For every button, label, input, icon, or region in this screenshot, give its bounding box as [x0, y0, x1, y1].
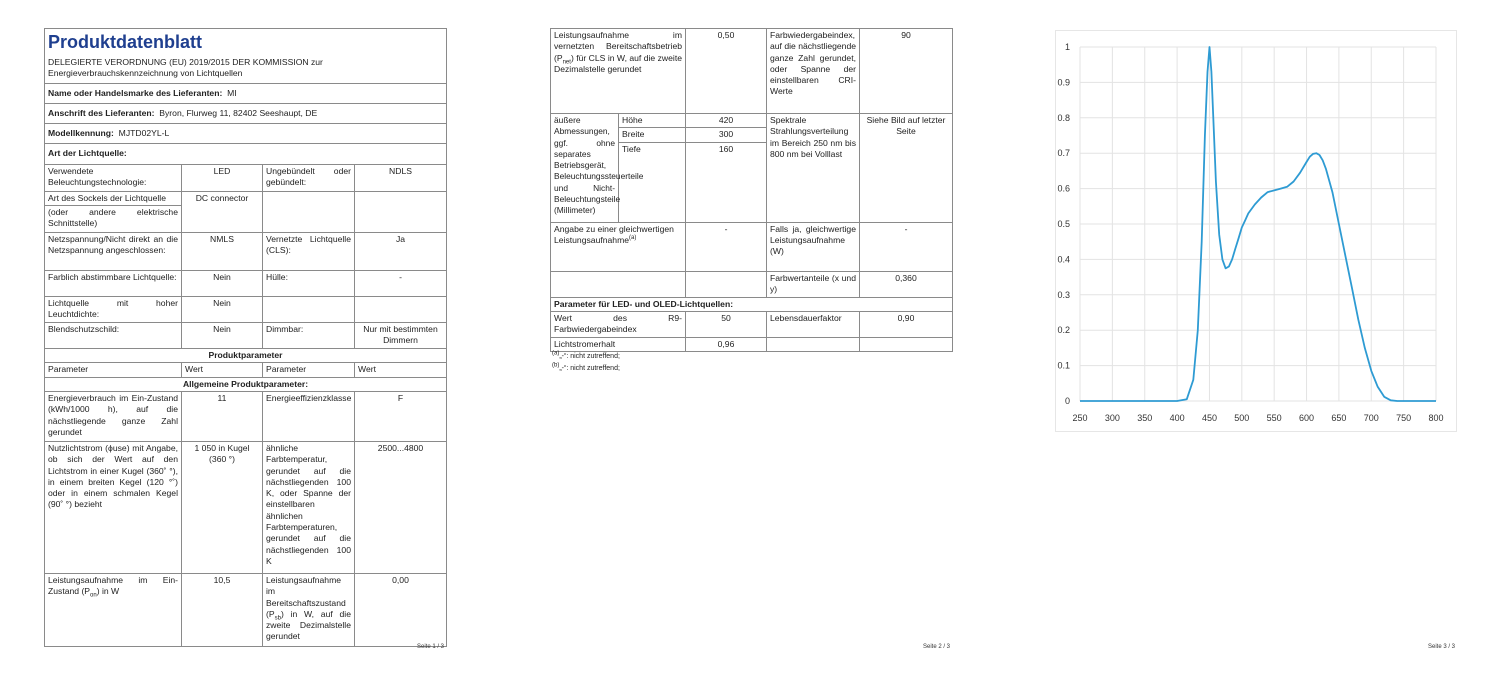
table-row — [45, 191, 447, 205]
row-label: Blendschutzschild: — [45, 323, 182, 349]
supplier-address-value: Byron, Flurweg 11, 82402 Seeshaupt, DE — [159, 107, 318, 118]
spectral-distribution-value: Siehe Bild auf letzter Seite — [860, 114, 953, 223]
height-label: Höhe — [619, 114, 686, 128]
col-header-param: Parameter — [45, 363, 182, 377]
chart-frame — [1056, 31, 1457, 432]
empty-cell — [686, 271, 767, 297]
width-label: Breite — [619, 128, 686, 142]
y-tick-label: 0.3 — [1057, 289, 1070, 300]
table-row — [551, 271, 953, 297]
supplier-name-value: MI — [227, 87, 237, 98]
table-row — [45, 323, 447, 349]
life-factor-label: Lebensdauerfaktor — [767, 311, 860, 337]
color-temperature-label: ähnliche Farbtemperatur, gerundet auf die nächstliegenden 100 K, oder Spanne der einstellbaren ähnlichen Farbtemperaturen, gerundet auf die nächstliegenden 100 K — [263, 441, 355, 573]
table-row — [45, 233, 447, 271]
page-3 — [1000, 0, 1500, 691]
row-value: - — [355, 271, 447, 297]
x-tick-label: 350 — [1137, 413, 1153, 423]
page-number: Seite 3 / 3 — [1428, 644, 1456, 650]
on-mode-power-value: 10,5 — [182, 573, 263, 646]
chromaticity-value: 0,360 — [860, 271, 953, 297]
spectral-distribution-chart — [1055, 30, 1457, 432]
table-row — [45, 391, 447, 441]
width-value: 300 — [686, 128, 767, 142]
cri-value: 90 — [860, 29, 953, 114]
y-tick-label: 0 — [1064, 396, 1070, 406]
row-label: Netzspannung/Nicht direkt an die Netzspannung angeschlossen: — [45, 233, 182, 271]
table-row — [551, 311, 953, 337]
row-value: Nein — [182, 297, 263, 323]
x-tick-label: 450 — [1201, 413, 1217, 423]
x-tick-label: 600 — [1299, 413, 1315, 423]
x-tick-label: 550 — [1266, 413, 1282, 423]
footnote-b: $^{(b)}$„-“: nicht zutreffend; — [552, 362, 620, 372]
table-row — [45, 441, 447, 573]
datasheet-table-1 — [44, 28, 447, 647]
life-factor-value: 0,90 — [860, 311, 953, 337]
model-label: Modellkennung: — [48, 128, 114, 139]
on-mode-power-label: Leistungsaufnahme im Ein-Zustand $(P_{on})$ in W — [45, 573, 182, 646]
x-tick-label: 300 — [1104, 413, 1120, 423]
equivalent-power-value: - — [686, 222, 767, 271]
row-value: LED — [182, 164, 263, 191]
row-value: NMLS — [182, 233, 263, 271]
depth-value: 160 — [686, 142, 767, 222]
datasheet-table-2 — [550, 28, 953, 352]
y-tick-label: 1 — [1064, 42, 1070, 52]
row-value: NDLS — [355, 164, 447, 191]
networked-standby-label: Leistungsaufnahme im vernetzten Bereitschaftsbetrieb $(P_{net})$ für CLS in W, auf die zweite Dezimalstelle gerundet — [551, 29, 686, 114]
row-value — [355, 191, 447, 232]
row-label: Hülle: — [263, 271, 355, 297]
empty-cell — [551, 271, 686, 297]
column-header-row — [45, 363, 447, 377]
table-row — [551, 222, 953, 271]
y-tick-label: 0.8 — [1057, 112, 1070, 123]
chromaticity-label: Farbwertanteile (x und y) — [767, 271, 860, 297]
dimensions-label: äußere Abmessungen, ggf. ohne separates Betriebsgerät, Beleuchtungssteuerteile und Nicht-Beleuchtungsteile (Millimeter) — [551, 114, 619, 223]
model-row — [45, 124, 447, 144]
supplier-address-label: Anschrift des Lieferanten: — [48, 107, 155, 118]
energy-consumption-value: 11 — [182, 391, 263, 441]
row-label: Ungebündelt oder gebündelt: — [263, 164, 355, 191]
lumen-maintenance-label: Lichtstromerhalt — [551, 337, 686, 351]
supplier-address-row — [45, 103, 447, 123]
standby-power-label: Leistungsaufnahme im Bereitschaftszustand $(P_{sb})$ in W, auf die zweite Dezimalstelle gerundet — [263, 573, 355, 646]
regulation-subtitle: DELEGIERTE VERORDNUNG (EU) 2019/2015 DER KOMMISSION zur Energieverbrauchskennzeichnung von Lichtquellen — [48, 57, 323, 79]
x-tick-label: 250 — [1072, 413, 1088, 423]
table-row — [45, 573, 447, 646]
y-tick-label: 0.4 — [1057, 254, 1070, 265]
color-temperature-value: 2500...4800 — [355, 441, 447, 573]
model-value: MJTD02YL-L — [118, 128, 170, 139]
luminous-flux-label: Nutzlichtstrom (ϕuse) mit Angabe, ob sich der Wert auf den Lichtstrom in einer Kugel (360˚ °), in einem breiten Kegel (120 °˚) oder in einem schmalen Kegel (90˚ °) bezieht — [45, 441, 182, 573]
cri-label: Farbwiedergabeindex, auf die nächstliegende ganze Zahl gerundet, oder Spanne der einstellbaren CRI-Werte — [767, 29, 860, 114]
x-tick-label: 400 — [1169, 413, 1185, 423]
efficiency-class-label: Energieeffizienzklasse — [263, 391, 355, 441]
if-yes-label: Falls ja, gleichwertige Leistungsaufnahme (W) — [767, 222, 860, 271]
row-value — [355, 297, 447, 323]
page-1 — [0, 0, 500, 691]
x-tick-label: 650 — [1331, 413, 1347, 423]
col-header-value: Wert — [355, 363, 447, 377]
row-label: Lichtquelle mit hoher Leuchtdichte: — [45, 297, 182, 323]
table-row — [551, 29, 953, 114]
row-label: (oder andere elektrische Schnittstelle) — [45, 206, 182, 233]
header-cell — [45, 29, 447, 84]
y-tick-label: 0.2 — [1057, 325, 1070, 336]
y-tick-label: 0.9 — [1057, 77, 1070, 88]
table-row — [551, 114, 953, 128]
r9-label: Wert des R9-Farbwiedergabeindex — [551, 311, 686, 337]
y-tick-label: 0.6 — [1057, 183, 1070, 194]
luminous-flux-value: 1 050 in Kugel (360 °) — [182, 441, 263, 573]
col-header-param: Parameter — [263, 363, 355, 377]
y-tick-label: 0.1 — [1057, 360, 1070, 371]
row-label — [263, 191, 355, 232]
table-row — [45, 164, 447, 191]
height-value: 420 — [686, 114, 767, 128]
empty-cell — [860, 337, 953, 351]
if-yes-value: - — [860, 222, 953, 271]
row-value: Nein — [182, 271, 263, 297]
spectral-distribution-label: Spektrale Strahlungsverteilung im Bereich 250 nm bis 800 nm bei Volllast — [767, 114, 860, 223]
general-params-header: Allgemeine Produktparameter: — [45, 377, 447, 391]
lumen-maintenance-value: 0,96 — [686, 337, 767, 351]
x-tick-label: 500 — [1234, 413, 1250, 423]
row-label: Farblich abstimmbare Lichtquelle: — [45, 271, 182, 297]
document-title: Produktdatenblatt — [48, 32, 203, 52]
footnote-a: $^{(a)}$„-“: nicht zutreffend; — [552, 350, 620, 360]
row-label — [263, 297, 355, 323]
row-label: Dimmbar: — [263, 323, 355, 349]
row-label: Vernetzte Lichtquelle (CLS): — [263, 233, 355, 271]
standby-power-value: 0,00 — [355, 573, 447, 646]
product-params-header: Produktparameter — [45, 349, 447, 363]
row-label: Art des Sockels der Lichtquelle — [45, 191, 182, 205]
page-number: Seite 2 / 3 — [923, 644, 951, 650]
supplier-name-row — [45, 83, 447, 103]
led-params-header: Parameter für LED- und OLED-Lichtquellen: — [551, 297, 953, 311]
row-value: Nur mit bestimmten Dimmern — [355, 323, 447, 349]
row-value: Nein — [182, 323, 263, 349]
row-value: DC connector — [182, 191, 263, 232]
depth-label: Tiefe — [619, 142, 686, 222]
footnotes — [552, 351, 620, 375]
table-row — [45, 297, 447, 323]
efficiency-class-value: F — [355, 391, 447, 441]
light-source-type-row: Art der Lichtquelle: — [45, 144, 447, 164]
page-number: Seite 1 / 3 — [417, 644, 445, 650]
row-value: Ja — [355, 233, 447, 271]
x-tick-label: 700 — [1363, 413, 1379, 423]
x-tick-label: 750 — [1396, 413, 1412, 423]
y-tick-label: 0.7 — [1057, 148, 1070, 159]
equivalent-power-label: Angabe zu einer gleichwertigen Leistungsaufnahme$^{(a)}$ — [551, 222, 686, 271]
col-header-value: Wert — [182, 363, 263, 377]
supplier-name-label: Name oder Handelsmarke des Lieferanten: — [48, 87, 223, 98]
energy-consumption-label: Energieverbrauch im Ein-Zustand (kWh/1000 h), auf die nächstliegende ganze Zahl gerundet — [45, 391, 182, 441]
row-label: Verwendete Beleuchtungstechnologie: — [45, 164, 182, 191]
r9-value: 50 — [686, 311, 767, 337]
x-tick-label: 800 — [1428, 413, 1444, 423]
page-2 — [500, 0, 1000, 691]
empty-cell — [767, 337, 860, 351]
y-tick-label: 0.5 — [1057, 219, 1070, 229]
table-row — [551, 337, 953, 351]
networked-standby-value: 0,50 — [686, 29, 767, 114]
table-row — [45, 271, 447, 297]
